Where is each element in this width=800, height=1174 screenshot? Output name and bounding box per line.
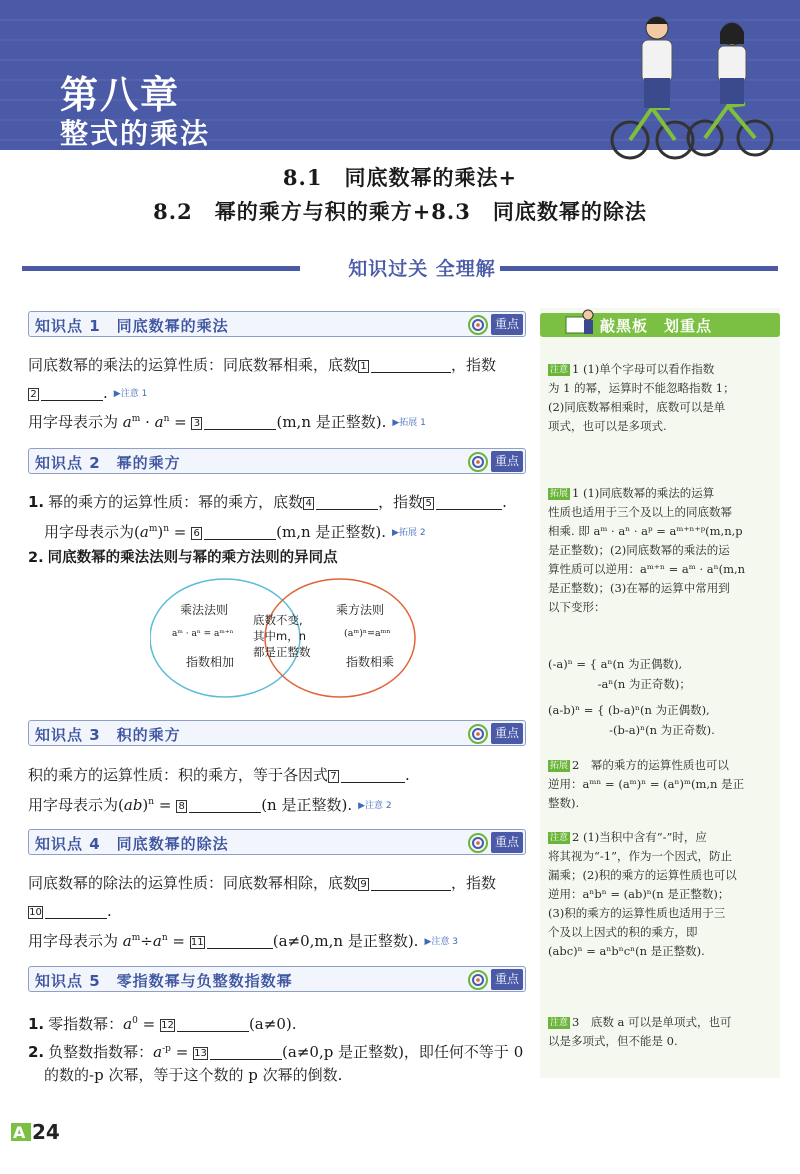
divider-label: 知识过关 全理解	[348, 258, 496, 280]
knowledge-point-4-header	[28, 829, 526, 855]
venn-right-title: 乘方法则	[336, 603, 385, 617]
target-icon	[467, 451, 489, 473]
extend-ref[interactable]: ▶拓展 1	[392, 418, 426, 428]
section-title-line1: 8.1 同底数幂的乘法+	[282, 165, 518, 190]
answer-blank[interactable]	[189, 797, 261, 813]
kp-title: 知识点 3 积的乘方	[35, 726, 181, 744]
sidebar-title: 敲黑板 划重点	[600, 317, 713, 335]
section-title-line2: 8.2 幂的乘方与积的乘方+8.3 同底数幂的除法	[153, 199, 647, 224]
cyclists-illustration	[600, 0, 800, 170]
key-badge: 重点	[491, 723, 523, 744]
kp1-line2: 2 . ▶注意 1	[28, 381, 147, 406]
venn-center2: 其中m，n	[253, 629, 306, 643]
page-logo-icon	[10, 1120, 34, 1144]
target-icon	[467, 969, 489, 991]
knowledge-point-5-header	[28, 966, 526, 992]
key-badge: 重点	[491, 969, 523, 990]
note-ref[interactable]: ▶注意 3	[424, 937, 458, 947]
chapter-title: 整式的乘法	[60, 117, 211, 150]
sidebar-formulas: (-a)ⁿ = { aⁿ(n 为正偶数), -aⁿ(n 为正奇数)； (a-b)ⁿ = { (b-a)ⁿ(n 为正偶数), -(b-a)ⁿ(n 为正奇数).	[548, 657, 715, 737]
kp1-line3: 用字母表示为 $a^m \cdot a^n = 3$ (m,n 是正整数). ▶拓展 1	[28, 413, 426, 431]
extend-ref[interactable]: ▶拓展 2	[392, 528, 426, 538]
kp5-line3: 的数的-p 次幂，等于这个数的 p 次幂的倒数.	[44, 1066, 343, 1084]
answer-blank[interactable]	[207, 933, 273, 949]
sidebar-note-2: 注意 2 (1)当积中含有“-”时，应 将其视为“-1”，作为一个因式，防止 漏乘；(2)积的乘方的运算性质也可以 逆用：aⁿbⁿ = (ab)ⁿ(n 是正整数)； (3)积的乘方的运算性质也适用于三 个及以上因式的积的乘方，即 (abc)ⁿ = aⁿbⁿcⁿ(n 是正整数).	[548, 830, 737, 958]
venn-center1: 底数不变,	[253, 613, 303, 627]
answer-blank[interactable]	[316, 494, 378, 510]
section-divider	[22, 254, 778, 282]
answer-blank[interactable]	[177, 1016, 249, 1032]
teacher-icon	[564, 307, 596, 337]
sidebar-header	[540, 313, 780, 337]
answer-blank[interactable]	[45, 903, 107, 919]
venn-left-formula: aᵐ · aⁿ = aᵐ⁺ⁿ	[172, 629, 234, 639]
kp2-line2: 用字母表示为$(a^m)^n = 6$ (m,n 是正整数). ▶拓展 2	[44, 523, 426, 541]
answer-blank[interactable]	[204, 414, 276, 430]
kp5-line1: 1. 零指数幂：$a^0 = 12$ (a≠0).	[28, 1015, 297, 1033]
venn-left-title: 乘法法则	[180, 603, 229, 617]
kp4-line1: 同底数幂的除法的运算性质：同底数幂相除，底数 9 ，指数	[28, 874, 497, 892]
key-badge: 重点	[491, 832, 523, 853]
venn-left-bottom: 指数相加	[186, 655, 235, 669]
kp-title: 知识点 1 同底数幂的乘法	[35, 317, 229, 335]
knowledge-point-3-header	[28, 720, 526, 746]
answer-blank[interactable]	[204, 524, 276, 540]
target-icon	[467, 723, 489, 745]
knowledge-point-2-header	[28, 448, 526, 474]
extend-tag: 拓展	[550, 489, 569, 499]
kp3-line1: 积的乘方的运算性质：积的乘方，等于各因式 7 .	[28, 766, 410, 784]
note-tag: 注意	[550, 365, 569, 375]
answer-blank[interactable]	[210, 1044, 282, 1060]
kp-title: 知识点 2 幂的乘方	[35, 454, 181, 472]
venn-center3: 都是正整数	[253, 645, 311, 659]
kp4-line2: 10 .	[29, 902, 112, 920]
key-badge: 重点	[491, 451, 523, 472]
page-number-text: 24	[32, 1120, 60, 1144]
note-tag: 注意	[550, 1018, 569, 1028]
sidebar-note-1: 注意 1 (1)单个字母可以看作指数 为 1 的幂，运算时不能忽略指数 1； (2)同底数幂相乘时，底数可以是单 项式，也可以是多项式.	[548, 362, 735, 433]
kp1-line1: 同底数幂的乘法的运算性质：同底数幂相乘，底数 1 ，指数	[28, 356, 497, 374]
kp2-item2: 2. 同底数幂的乘法法则与幂的乘方法则的异同点	[28, 550, 338, 566]
kp-title: 知识点 5 零指数幂与负整数指数幂	[35, 972, 293, 990]
sidebar-extend-1: 拓展 1 (1)同底数幂的乘法的运算 性质也适用于三个及以上的同底数幂 相乘. 即 aᵐ · aⁿ · aᵖ = aᵐ⁺ⁿ⁺ᵖ(m,n,p 是正整数)；(2)同底数幂的乘法的运 算性质可以逆用：aᵐ⁺ⁿ = aᵐ · aⁿ(m,n 是正整数)；(3)在幂的运算中常用到 以下变形：	[548, 486, 746, 614]
svg-text:A: A	[13, 1123, 26, 1142]
knowledge-point-1-header	[28, 311, 526, 337]
target-icon	[467, 832, 489, 854]
kp4-line3: 用字母表示为 $a^m\div a^n = 11$ (a≠0,m,n 是正整数). ▶注意 3	[28, 932, 458, 950]
sidebar-extend-2: 拓展 2 幂的乘方的运算性质也可以 逆用：aᵐⁿ = (aᵐ)ⁿ = (aⁿ)ᵐ(m,n 是正 整数).	[548, 758, 745, 810]
answer-blank[interactable]	[41, 385, 103, 401]
note-ref[interactable]: ▶注意 2	[358, 801, 392, 811]
target-icon	[467, 314, 489, 336]
venn-right-formula: (aᵐ)ⁿ=aᵐⁿ	[344, 628, 391, 639]
answer-blank[interactable]	[436, 494, 502, 510]
answer-blank[interactable]	[341, 767, 405, 783]
extend-tag: 拓展	[550, 761, 569, 771]
note-tag: 注意	[550, 833, 569, 843]
page-number	[10, 1118, 70, 1148]
chapter-number: 第八章	[60, 73, 181, 117]
sidebar-note-3: 注意 3 底数 a 可以是单项式，也可 以是多项式，但不能是 0.	[548, 1015, 732, 1048]
kp-title: 知识点 4 同底数幂的除法	[35, 835, 229, 853]
kp2-line1: 1. 幂的乘方的运算性质：幂的乘方，底数 4 ，指数 5 .	[28, 493, 507, 511]
venn-right-bottom: 指数相乘	[346, 655, 395, 669]
answer-blank[interactable]	[371, 875, 451, 891]
answer-blank[interactable]	[371, 357, 451, 373]
key-badge: 重点	[491, 314, 523, 335]
note-ref[interactable]: ▶注意 1	[113, 389, 148, 399]
kp5-line2: 2. 负整数指数幂：$a^{-p} = 13$ (a≠0,p 是正整数)，即任何不等于 0	[28, 1043, 524, 1061]
kp3-line2: 用字母表示为(ab)$^n$ = 8 (n 是正整数). ▶注意 2	[28, 796, 392, 814]
